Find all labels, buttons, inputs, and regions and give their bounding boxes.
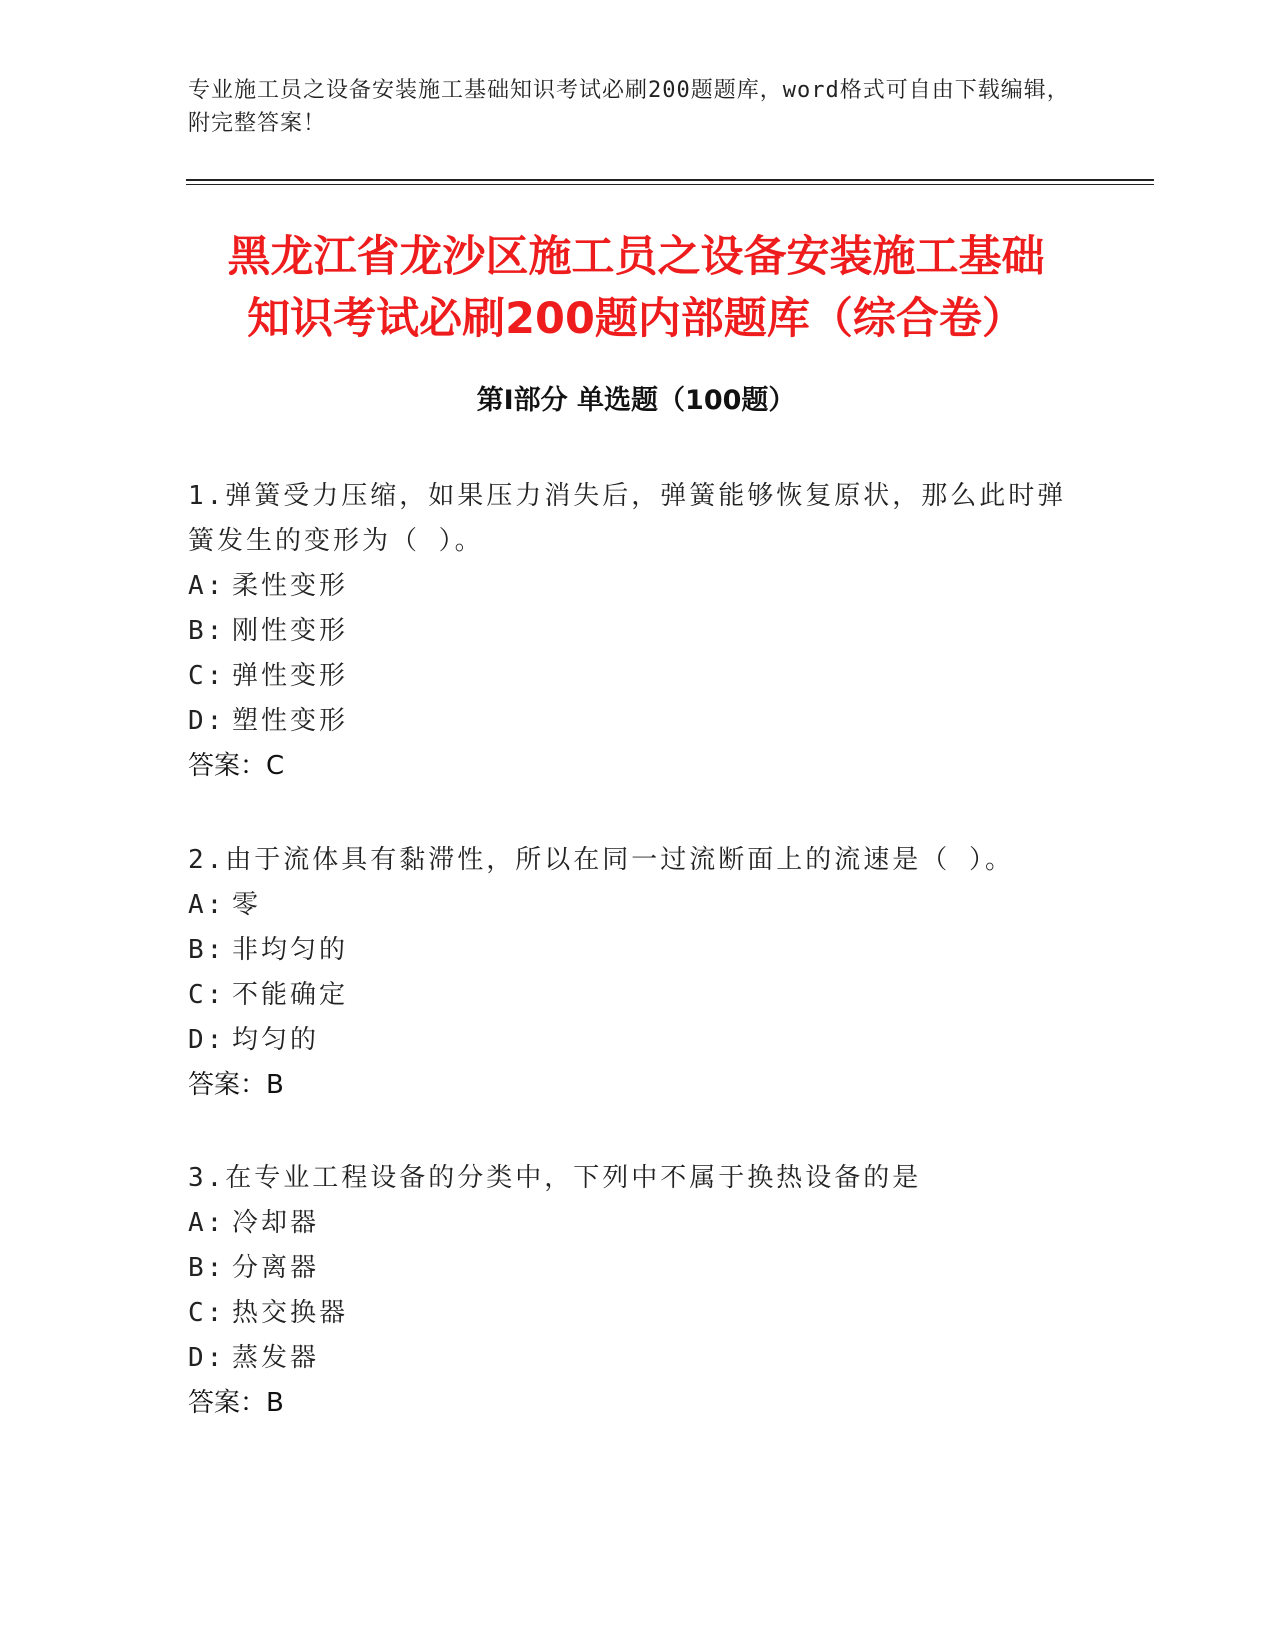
option-letter: C: [188, 1298, 226, 1328]
question-option-d [188, 699, 1068, 744]
question-stem: 1.弹簧受力压缩，如果压力消失后，弹簧能够恢复原状，那么此时弹簧发生的变形为（ ）。 [188, 481, 1067, 556]
option-text: 刚性变形 [232, 616, 349, 646]
question-option-b [188, 609, 1068, 654]
question-answer: 答案：C [188, 751, 285, 781]
question-stem: 2.由于流体具有黏滞性，所以在同一过流断面上的流速是（ ）。 [188, 845, 1014, 875]
question-2 [188, 838, 1068, 1108]
question-option-c [188, 654, 1068, 699]
question-option-a [188, 1201, 1068, 1246]
question-answer: 答案：B [188, 1070, 284, 1100]
section-title: 第Ⅰ部分 单选题（100题） [476, 385, 796, 416]
document-title-line-2: 知识考试必刷200题内部题库（综合卷） [247, 294, 1025, 344]
option-text: 塑性变形 [232, 706, 349, 736]
option-text: 冷却器 [232, 1208, 320, 1238]
question-stem: 3.在专业工程设备的分类中，下列中不属于换热设备的是 [188, 1163, 922, 1193]
question-option-a [188, 564, 1068, 609]
option-text: 零 [232, 890, 262, 920]
option-text: 热交换器 [232, 1298, 349, 1328]
header-divider [186, 179, 1154, 185]
document-title [186, 226, 1086, 350]
option-text: 柔性变形 [232, 571, 349, 601]
header-note: 专业施工员之设备安装施工基础知识考试必刷200题题库，word格式可自由下载编辑，附完整答案！ [188, 78, 1070, 136]
question-3 [188, 1156, 1068, 1426]
option-letter: C: [188, 980, 226, 1010]
option-letter: B: [188, 616, 226, 646]
question-option-a [188, 883, 1068, 928]
option-letter: A: [188, 1208, 226, 1238]
option-letter: B: [188, 1253, 226, 1283]
question-option-b [188, 1246, 1068, 1291]
option-text: 分离器 [232, 1253, 320, 1283]
option-text: 均匀的 [232, 1025, 320, 1055]
option-text: 非均匀的 [232, 935, 349, 965]
question-1 [188, 474, 1068, 789]
document-title-line-1: 黑龙江省龙沙区施工员之设备安装施工基础 [227, 232, 1045, 282]
option-text: 不能确定 [232, 980, 349, 1010]
question-option-c [188, 1291, 1068, 1336]
option-letter: C: [188, 661, 226, 691]
question-answer: 答案：B [188, 1388, 284, 1418]
option-text: 弹性变形 [232, 661, 349, 691]
question-option-c [188, 973, 1068, 1018]
question-option-d [188, 1018, 1068, 1063]
option-letter: D: [188, 706, 226, 736]
question-option-b [188, 928, 1068, 973]
option-letter: D: [188, 1343, 226, 1373]
question-option-d [188, 1336, 1068, 1381]
option-letter: B: [188, 935, 226, 965]
option-letter: D: [188, 1025, 226, 1055]
option-text: 蒸发器 [232, 1343, 320, 1373]
option-letter: A: [188, 890, 226, 920]
option-letter: A: [188, 571, 226, 601]
